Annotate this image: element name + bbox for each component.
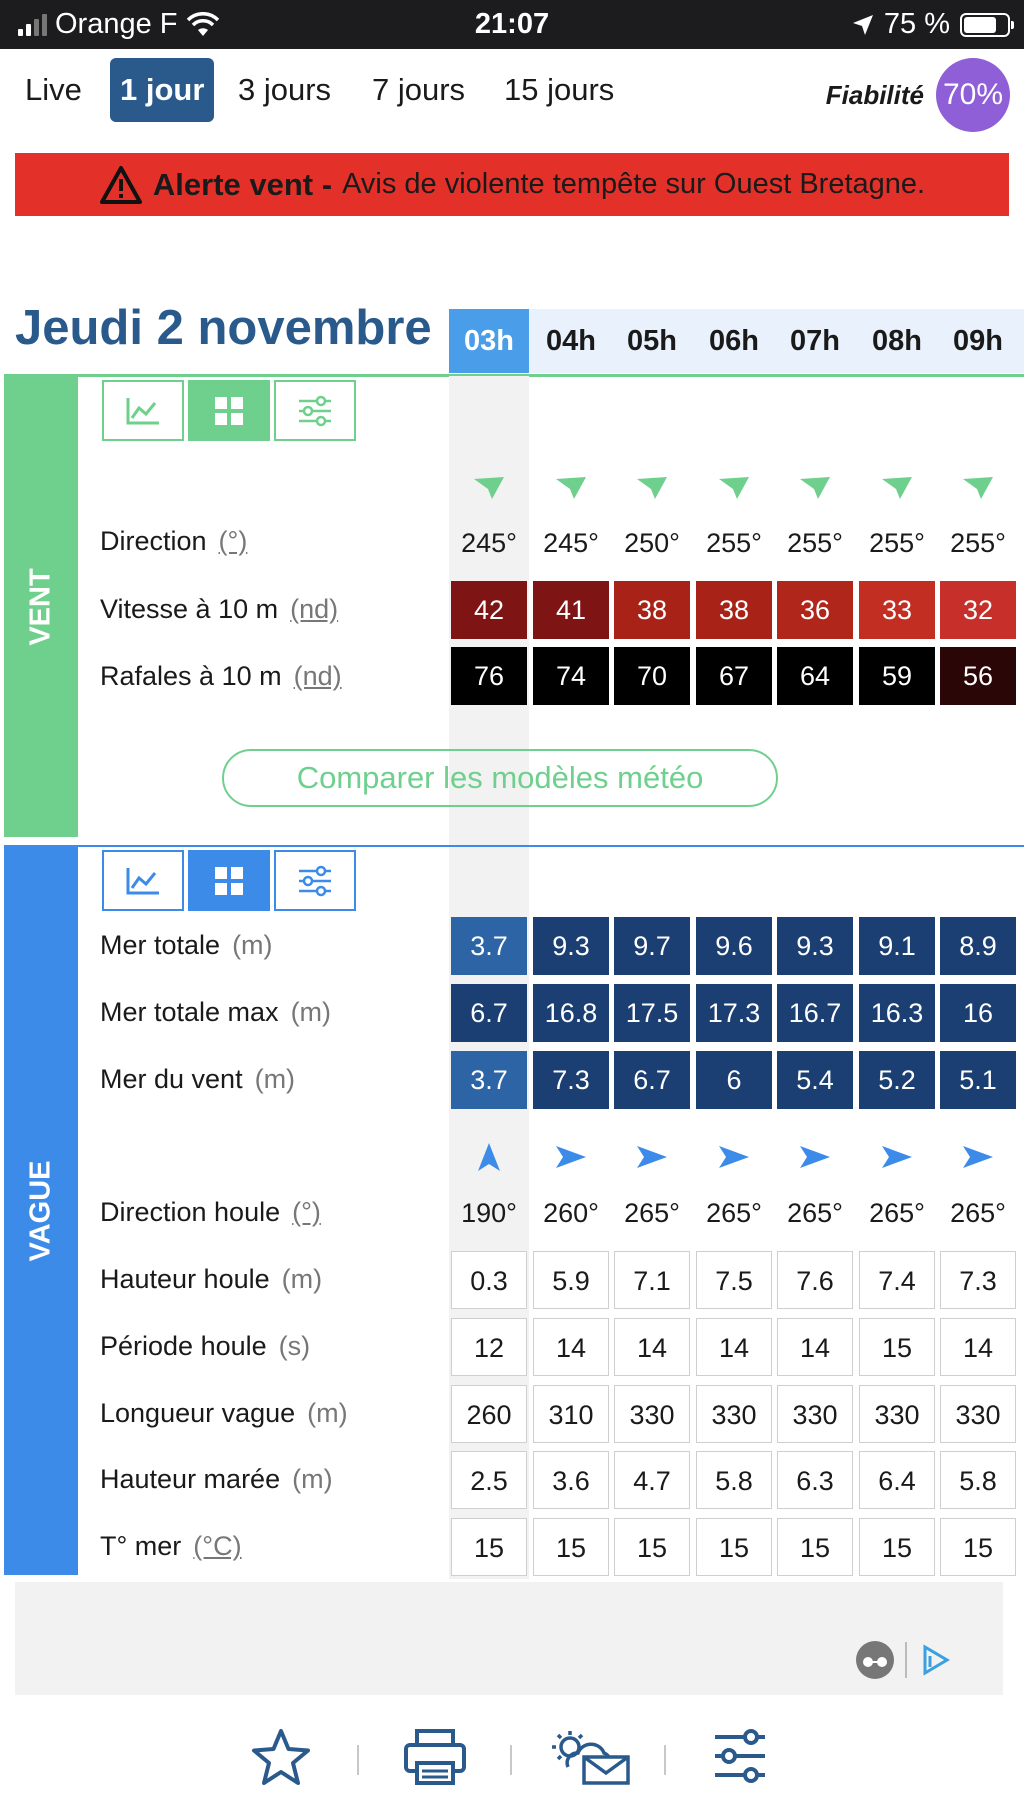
alert-message: Avis de violente tempête sur Ouest Bretagne. [342, 168, 926, 200]
wind-sea-cell: 7.3 [533, 1051, 609, 1109]
battery-percent: 75 % [883, 8, 950, 40]
grid-view-button[interactable] [188, 380, 270, 441]
unit-link[interactable]: (°) [218, 526, 248, 556]
unit-link[interactable]: (nd) [293, 661, 342, 691]
wind-direction-arrow-icon [777, 468, 853, 508]
row-label-t-mer: T° mer (°C) [100, 1531, 242, 1561]
row-label-vitesse: Vitesse à 10 m (nd) [100, 594, 339, 624]
swell-direction-arrow-icon [451, 1137, 527, 1177]
carrier-name: Orange F [55, 8, 178, 40]
sea-total-max-cell: 16.7 [777, 984, 853, 1042]
sliders-icon [297, 395, 333, 427]
chart-view-button[interactable] [102, 850, 184, 911]
settings-icon[interactable] [711, 1727, 769, 1790]
wind-gust-cell: 59 [859, 647, 935, 705]
wind-speed-cell: 42 [451, 581, 527, 639]
ad-choices-face-icon [855, 1640, 895, 1680]
sliders-icon [297, 865, 333, 897]
toolbar-separator [510, 1745, 512, 1775]
ad-icons [855, 1640, 951, 1680]
status-bar [0, 0, 1024, 49]
fiabilite-badge: 70% [936, 58, 1010, 132]
swell-period-cell: 14 [614, 1318, 690, 1376]
sea-total-max-cell: 17.5 [614, 984, 690, 1042]
sea-temp-cell: 15 [533, 1518, 609, 1576]
swell-direction-value: 265° [706, 1198, 762, 1228]
battery-icon [960, 13, 1010, 37]
swell-height-cell: 7.3 [940, 1251, 1016, 1309]
sea-total-max-cell: 16.3 [859, 984, 935, 1042]
swell-period-cell: 14 [777, 1318, 853, 1376]
alert-title: Alerte vent - [152, 166, 333, 202]
wind-direction-arrow-icon [533, 468, 609, 508]
swell-direction-arrow-icon [940, 1137, 1016, 1177]
swell-direction-value: 265° [950, 1198, 1006, 1228]
wind-sea-cell: 3.7 [451, 1051, 527, 1109]
date-title: Jeudi 2 novembre [15, 301, 432, 355]
hour-header: 03h [449, 309, 529, 373]
swell-direction-arrow-icon [533, 1137, 609, 1177]
wind-speed-cell: 38 [696, 581, 772, 639]
row-label-direction-houle: Direction houle (°) [100, 1197, 321, 1227]
vague-band [4, 847, 78, 1575]
bottom-toolbar [0, 1697, 1024, 1820]
swell-height-cell: 7.1 [614, 1251, 690, 1309]
settings-view-button[interactable] [274, 380, 356, 441]
wind-gust-cell: 70 [614, 647, 690, 705]
wind-speed-cell: 33 [859, 581, 935, 639]
hour-header: 04h [546, 325, 596, 357]
wind-sea-cell: 5.4 [777, 1051, 853, 1109]
wind-direction-arrow-icon [696, 468, 772, 508]
row-label-rafales: Rafales à 10 m (nd) [100, 661, 342, 691]
swell-direction-value: 260° [543, 1198, 599, 1228]
hour-header: 05h [627, 325, 677, 357]
wave-length-cell: 310 [533, 1385, 609, 1443]
swell-height-cell: 7.5 [696, 1251, 772, 1309]
row-label-mer-totale-max: Mer totale max (m) [100, 997, 332, 1027]
tab-live[interactable]: Live [25, 72, 82, 107]
sea-temp-cell: 15 [614, 1518, 690, 1576]
wave-length-cell: 260 [451, 1385, 527, 1443]
row-label-mer-totale: Mer totale (m) [100, 930, 273, 960]
sea-total-cell: 8.9 [940, 917, 1016, 975]
tide-height-cell: 5.8 [696, 1451, 772, 1509]
ad-banner[interactable] [15, 1582, 1003, 1695]
tide-height-cell: 6.4 [859, 1451, 935, 1509]
wind-gust-cell: 74 [533, 647, 609, 705]
sea-temp-cell: 15 [696, 1518, 772, 1576]
swell-height-cell: 7.4 [859, 1251, 935, 1309]
toolbar-separator [357, 1745, 359, 1775]
direction-value: 255° [787, 528, 843, 558]
direction-value: 255° [950, 528, 1006, 558]
wave-length-cell: 330 [696, 1385, 772, 1443]
swell-direction-value: 190° [461, 1198, 517, 1228]
swell-direction-arrow-icon [696, 1137, 772, 1177]
vent-view-buttons [102, 380, 356, 441]
tide-height-cell: 2.5 [451, 1451, 527, 1509]
star-icon[interactable] [250, 1727, 312, 1792]
swell-direction-value: 265° [869, 1198, 925, 1228]
chart-view-button[interactable] [102, 380, 184, 441]
swell-height-cell: 0.3 [451, 1251, 527, 1309]
swell-period-cell: 12 [451, 1318, 527, 1376]
wave-length-cell: 330 [614, 1385, 690, 1443]
ad-choices-icon [917, 1643, 951, 1677]
sea-total-cell: 9.6 [696, 917, 772, 975]
sea-total-cell: 9.1 [859, 917, 935, 975]
hour-header: 09h [953, 325, 1003, 357]
tide-height-cell: 5.8 [940, 1451, 1016, 1509]
tide-height-cell: 4.7 [614, 1451, 690, 1509]
wind-direction-arrow-icon [940, 468, 1016, 508]
warning-icon [99, 165, 143, 205]
wave-length-cell: 330 [859, 1385, 935, 1443]
wind-alert-banner[interactable] [15, 153, 1009, 216]
sea-total-cell: 9.3 [777, 917, 853, 975]
swell-direction-value: 265° [624, 1198, 680, 1228]
row-label-periode-houle: Période houle (s) [100, 1331, 311, 1361]
swell-period-cell: 14 [696, 1318, 772, 1376]
sea-temp-cell: 15 [859, 1518, 935, 1576]
vague-view-buttons [102, 850, 356, 911]
unit-link[interactable]: (°C) [193, 1531, 242, 1561]
clock: 21:07 [474, 8, 550, 40]
tide-height-cell: 6.3 [777, 1451, 853, 1509]
wind-gust-cell: 64 [777, 647, 853, 705]
row-label-longueur-vague: Longueur vague (m) [100, 1398, 348, 1428]
swell-period-cell: 14 [533, 1318, 609, 1376]
direction-value: 255° [869, 528, 925, 558]
tab-3-jours[interactable]: 3 jours [238, 72, 332, 107]
toolbar-separator [664, 1745, 666, 1775]
sea-temp-cell: 15 [777, 1518, 853, 1576]
wind-speed-cell: 38 [614, 581, 690, 639]
vague-label: VAGUE [24, 1160, 57, 1262]
sea-total-max-cell: 16 [940, 984, 1016, 1042]
sea-total-cell: 9.3 [533, 917, 609, 975]
line-chart-icon [125, 396, 161, 426]
sea-total-max-cell: 17.3 [696, 984, 772, 1042]
sea-temp-cell: 15 [451, 1518, 527, 1576]
settings-view-button[interactable] [274, 850, 356, 911]
tab-15-jours[interactable]: 15 jours [504, 72, 615, 107]
fiabilite-label: Fiabilité [825, 79, 924, 110]
fiabilite [826, 58, 1010, 132]
swell-direction-arrow-icon [614, 1137, 690, 1177]
wave-length-cell: 330 [777, 1385, 853, 1443]
swell-period-cell: 15 [859, 1318, 935, 1376]
location-arrow-icon [852, 14, 874, 36]
tab-7-jours[interactable]: 7 jours [372, 72, 466, 107]
row-label-hauteur-maree: Hauteur marée (m) [100, 1464, 333, 1494]
wind-gust-cell: 56 [940, 647, 1016, 705]
line-chart-icon [125, 866, 161, 896]
printer-icon[interactable] [402, 1727, 468, 1792]
unit-link[interactable]: (nd) [290, 594, 339, 624]
wind-speed-cell: 32 [940, 581, 1016, 639]
direction-value: 255° [706, 528, 762, 558]
weather-mail-icon[interactable] [548, 1727, 632, 1792]
tab-1-jour[interactable]: 1 jour [110, 58, 214, 122]
wind-sea-cell: 5.2 [859, 1051, 935, 1109]
vent-band [4, 377, 78, 837]
sea-total-max-cell: 16.8 [533, 984, 609, 1042]
wind-sea-cell: 6 [696, 1051, 772, 1109]
vent-label: VENT [24, 568, 57, 646]
swell-direction-value: 265° [787, 1198, 843, 1228]
wave-length-cell: 330 [940, 1385, 1016, 1443]
sea-temp-cell: 15 [940, 1518, 1016, 1576]
compare-models-button[interactable]: Comparer les modèles météo [222, 749, 778, 807]
wind-direction-arrow-icon [614, 468, 690, 508]
sea-total-cell: 9.7 [614, 917, 690, 975]
swell-height-cell: 7.6 [777, 1251, 853, 1309]
wind-sea-cell: 6.7 [614, 1051, 690, 1109]
wind-direction-arrow-icon [859, 468, 935, 508]
sea-total-cell: 3.7 [451, 917, 527, 975]
wind-speed-cell: 41 [533, 581, 609, 639]
grid-view-button[interactable] [188, 850, 270, 911]
sea-total-max-cell: 6.7 [451, 984, 527, 1042]
row-label-mer-du-vent: Mer du vent (m) [100, 1064, 296, 1094]
row-label-hauteur-houle: Hauteur houle (m) [100, 1264, 323, 1294]
wind-direction-arrow-icon [451, 468, 527, 508]
wind-sea-cell: 5.1 [940, 1051, 1016, 1109]
direction-value: 245° [543, 528, 599, 558]
hour-header: 07h [790, 325, 840, 357]
row-label-direction: Direction (°) [100, 526, 248, 556]
wind-gust-cell: 76 [451, 647, 527, 705]
direction-value: 245° [461, 528, 517, 558]
unit-link[interactable]: (°) [292, 1197, 321, 1227]
grid-icon [213, 865, 245, 897]
tide-height-cell: 3.6 [533, 1451, 609, 1509]
hours-header [449, 309, 1024, 373]
direction-value: 250° [624, 528, 680, 558]
grid-icon [213, 395, 245, 427]
wind-speed-cell: 36 [777, 581, 853, 639]
swell-height-cell: 5.9 [533, 1251, 609, 1309]
swell-direction-arrow-icon [859, 1137, 935, 1177]
swell-direction-arrow-icon [777, 1137, 853, 1177]
hour-header: 06h [709, 325, 759, 357]
swell-period-cell: 14 [940, 1318, 1016, 1376]
wind-gust-cell: 67 [696, 647, 772, 705]
hour-header: 08h [872, 325, 922, 357]
divider [4, 845, 1024, 847]
